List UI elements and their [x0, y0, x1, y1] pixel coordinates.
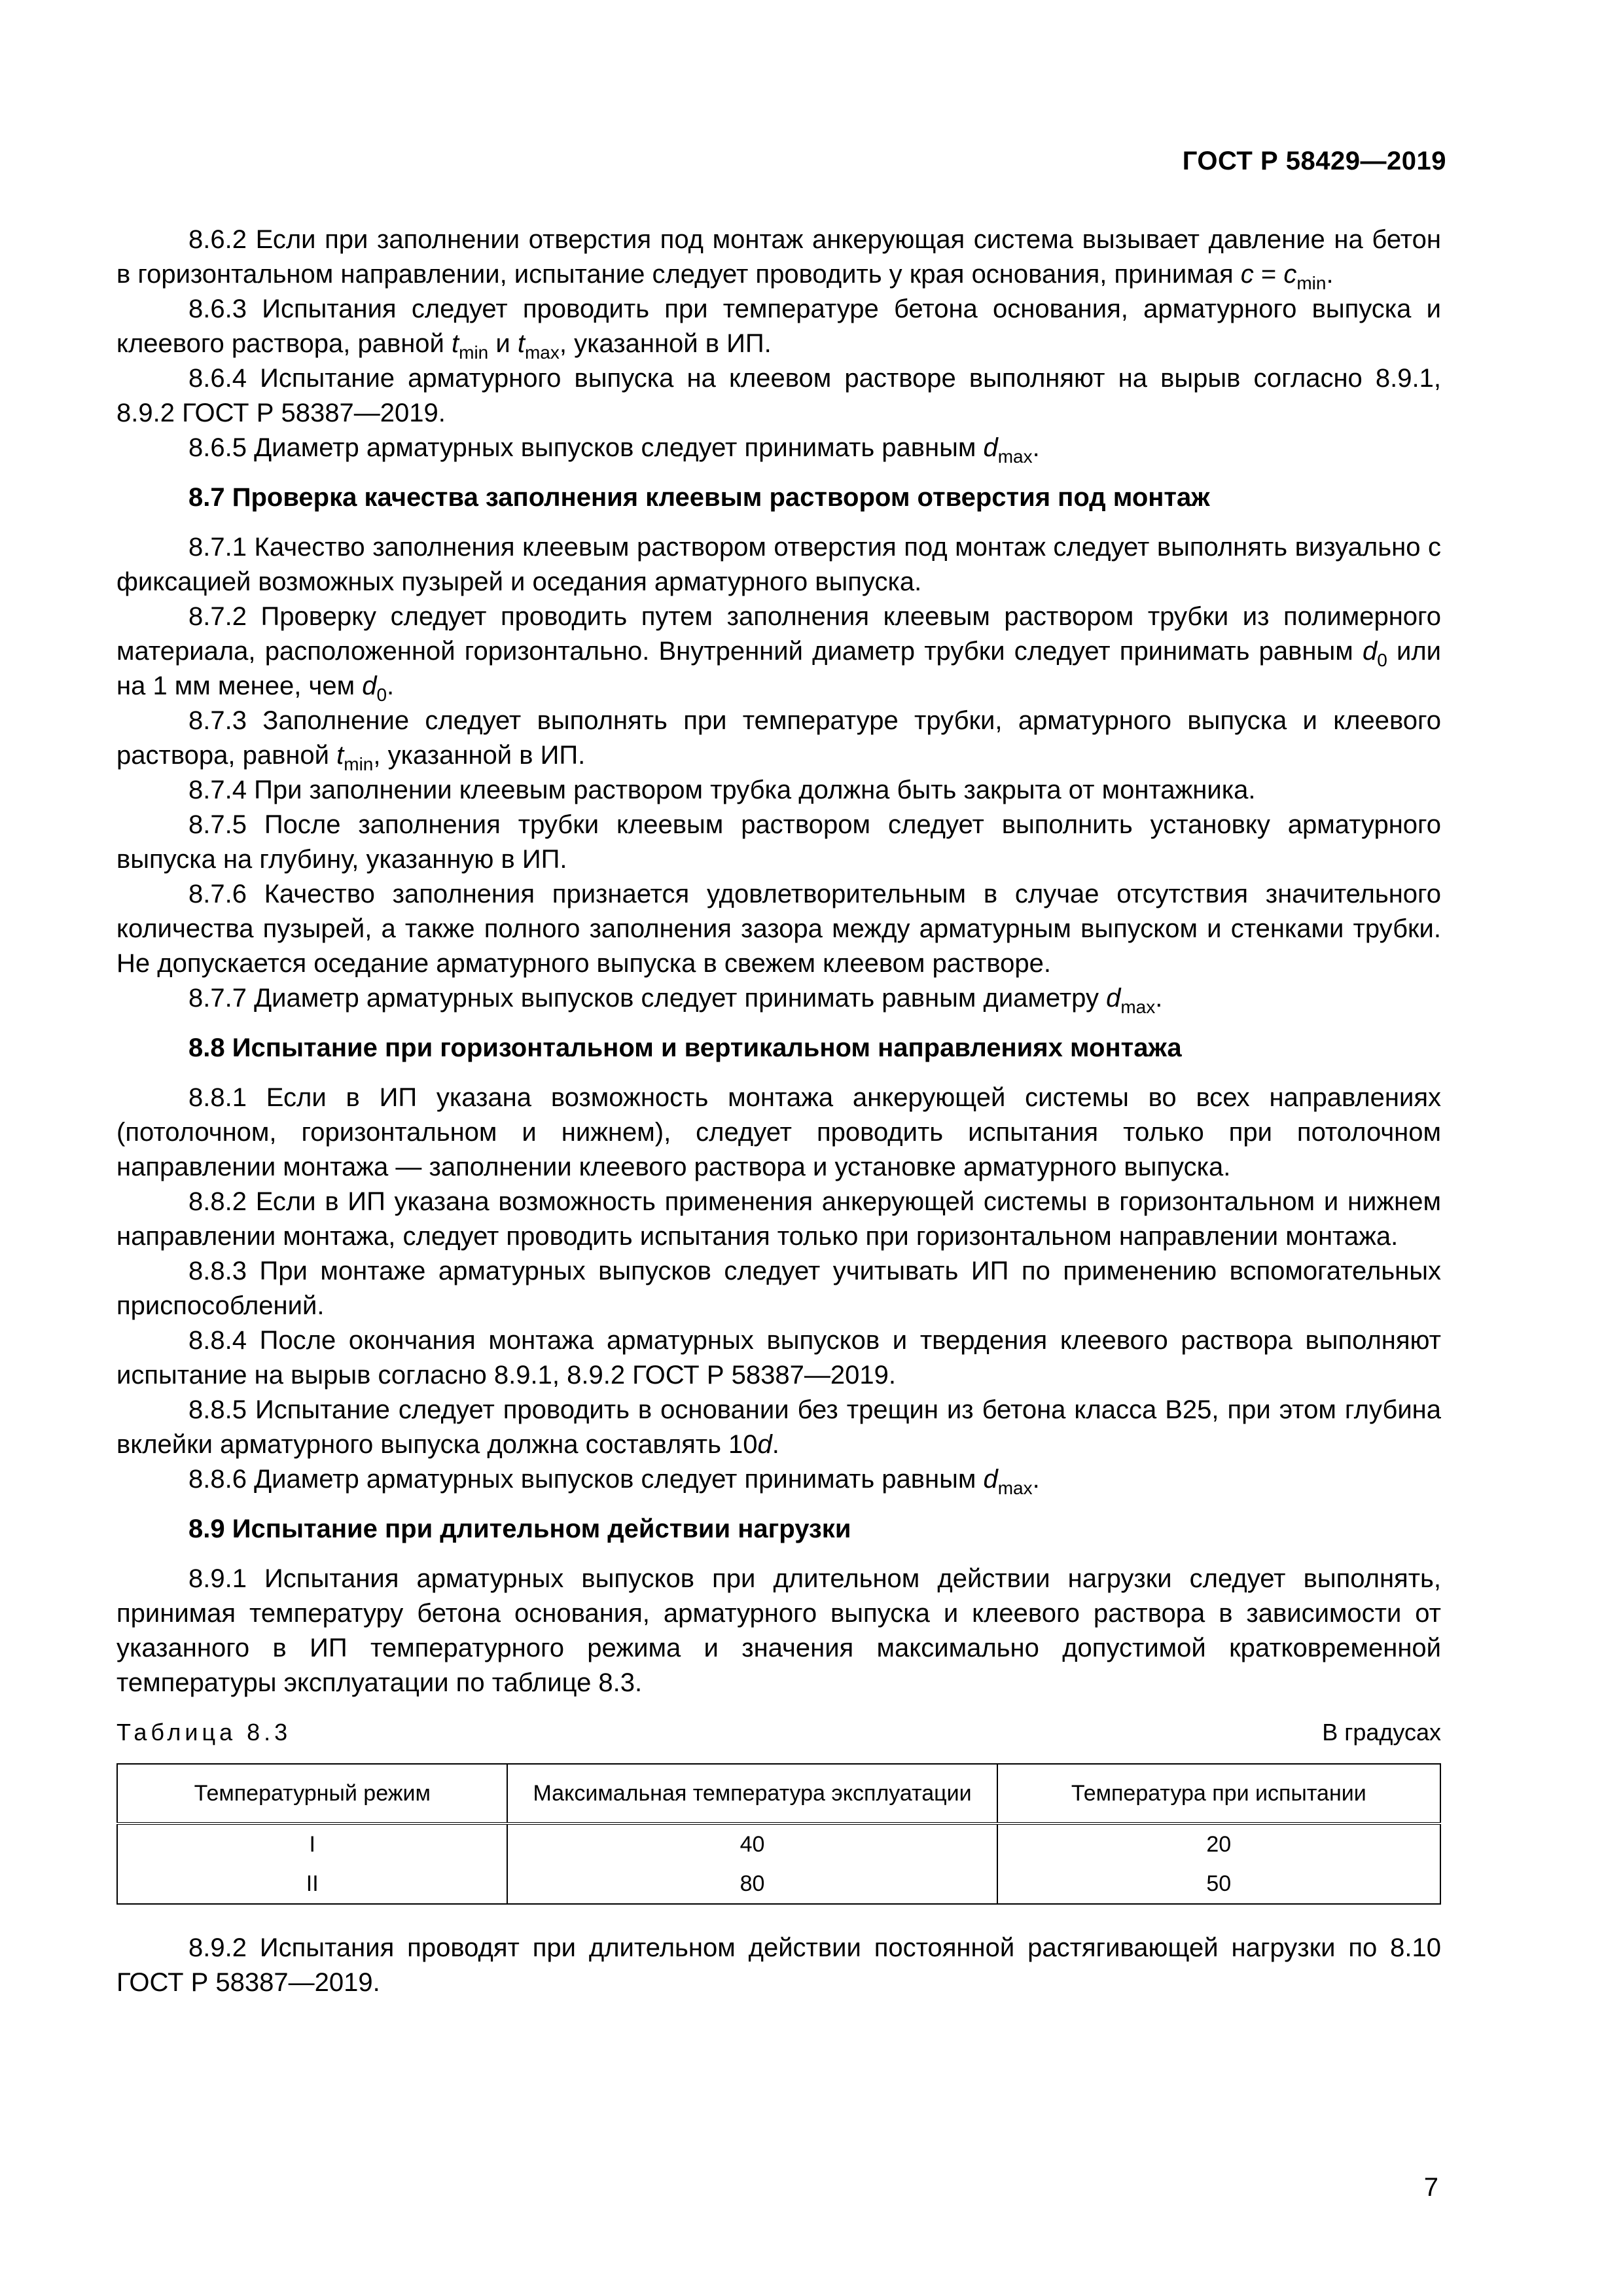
paragraph-8-9-1: 8.9.1 Испытания арматурных выпусков при длительном действии нагрузки следует выполнять, принимая температуру бетона основания, арматурного выпуска и клеевого раствора в зависимости от указанного в ИП температурного режима и значения максимально допустимой кратковременной температуры эксплуатации по таблице 8.3. — [116, 1564, 1441, 1697]
table-cell: 40 — [507, 1823, 997, 1864]
paragraph-8-6-5: 8.6.5 Диаметр арматурных выпусков следует принимать равным $d_{max}$. — [188, 433, 1040, 467]
paragraph-8-9-2: 8.9.2 Испытания проводят при длительном действии постоянной растягивающей нагрузки по 8.10 ГОСТ Р 58387—2019. — [116, 1933, 1441, 1997]
table-caption: Таблица 8.3 — [116, 1719, 292, 1746]
section-heading-8-8: 8.8 Испытание при горизонтальном и вертикальном направлениях монтажа — [188, 1033, 1182, 1062]
paragraph-8-8-1: 8.8.1 Если в ИП указана возможность монтажа анкерующей системы во всех направлениях (потолочном, горизонтальном и нижнем), следует проводить испытания только при потолочном направлении монтажа — заполнении клеевого раствора и установке арматурного выпуска. — [116, 1083, 1441, 1181]
paragraph-8-7-7: 8.7.7 Диаметр арматурных выпусков следует принимать равным диаметру $d_{max}$. — [188, 984, 1163, 1017]
table-cell: 50 — [997, 1864, 1440, 1904]
table-cell: 20 — [997, 1823, 1440, 1864]
table-cell: I — [117, 1823, 507, 1864]
temperature-table — [116, 1763, 1441, 1905]
section-heading-8-9: 8.9 Испытание при длительном действии нагрузки — [188, 1515, 851, 1543]
paragraph-8-8-5: 8.8.5 Испытание следует проводить в основании без трещин из бетона класса В25, при этом глубина вклейки арматурного выпуска должна составлять 10d. — [116, 1395, 1441, 1459]
paragraph-8-8-2: 8.8.2 Если в ИП указана возможность применения анкерующей системы в горизонтальном и нижнем направлении монтажа, следует проводить испытания только при горизонтальном направлении монтажа. — [116, 1187, 1441, 1251]
column-header-test-temp: Температура при испытании — [997, 1764, 1440, 1823]
paragraph-8-8-6: 8.8.6 Диаметр арматурных выпусков следует принимать равным $d_{max}$. — [188, 1465, 1040, 1498]
paragraph-8-8-3: 8.8.3 При монтаже арматурных выпусков следует учитывать ИП по применению вспомогательных приспособлений. — [116, 1257, 1441, 1320]
page-number: 7 — [1423, 2173, 1438, 2202]
table-row — [117, 1864, 1440, 1904]
paragraph-8-7-3: 8.7.3 Заполнение следует выполнять при температуре трубки, арматурного выпуска и клеевого раствора, равной $t_{min}$, указанной в ИП. — [116, 706, 1441, 774]
column-header-max-temp: Максимальная температура эксплуатации — [507, 1764, 997, 1823]
paragraph-8-6-4: 8.6.4 Испытание арматурного выпуска на клеевом растворе выполняют на вырыв согласно 8.9.1, 8.9.2 ГОСТ Р 58387—2019. — [116, 364, 1441, 427]
paragraph-8-7-1: 8.7.1 Качество заполнения клеевым раствором отверстия под монтаж следует выполнять визуально с фиксацией возможных пузырей и оседания арматурного выпуска. — [116, 533, 1441, 596]
section-heading-8-7: 8.7 Проверка качества заполнения клеевым раствором отверстия под монтаж — [188, 483, 1210, 512]
column-header-mode: Температурный режим — [117, 1764, 507, 1823]
paragraph-8-6-2: 8.6.2 Если при заполнении отверстия под монтаж анкерующая система вызывает давление на бетон в горизонтальном направлении, испытание следует проводить у края основания, принимая $c = c_{min}$. — [116, 225, 1441, 293]
table-cell: II — [117, 1864, 507, 1904]
table-header-row — [117, 1764, 1440, 1823]
paragraph-8-7-5: 8.7.5 После заполнения трубки клеевым раствором следует выполнить установку арматурного выпуска на глубину, указанную в ИП. — [116, 810, 1441, 874]
paragraph-8-8-4: 8.8.4 После окончания монтажа арматурных выпусков и твердения клеевого раствора выполняют испытание на вырыв согласно 8.9.1, 8.9.2 ГОСТ Р 58387—2019. — [116, 1326, 1441, 1390]
table-caption-row — [116, 1716, 1441, 1749]
table-row — [117, 1823, 1440, 1864]
paragraph-8-6-3: 8.6.3 Испытания следует проводить при температуре бетона основания, арматурного выпуска и клеевого раствора, равной $t_{min}$ и $t_{max}$, указанной в ИП. — [116, 295, 1441, 363]
document-body — [116, 223, 1441, 2000]
document-header: ГОСТ Р 58429—2019 — [1182, 147, 1446, 175]
paragraph-8-7-6: 8.7.6 Качество заполнения признается удовлетворительным в случае отсутствия значительного количества пузырей, а также полного заполнения зазора между арматурным выпуском и стенками трубки. Не допускается оседание арматурного выпуска в свежем клеевом растворе. — [116, 880, 1441, 978]
table-units: В градусах — [1322, 1719, 1441, 1746]
table-cell: 80 — [507, 1864, 997, 1904]
paragraph-8-7-4: 8.7.4 При заполнении клеевым раствором трубка должна быть закрыта от монтажника. — [188, 776, 1256, 804]
paragraph-8-7-2: 8.7.2 Проверку следует проводить путем заполнения клеевым раствором трубки из полимерного материала, расположенной горизонтально. Внутренний диаметр трубки следует принимать равным $d_0$ или на 1 мм менее, чем $d_0$. — [116, 602, 1441, 705]
